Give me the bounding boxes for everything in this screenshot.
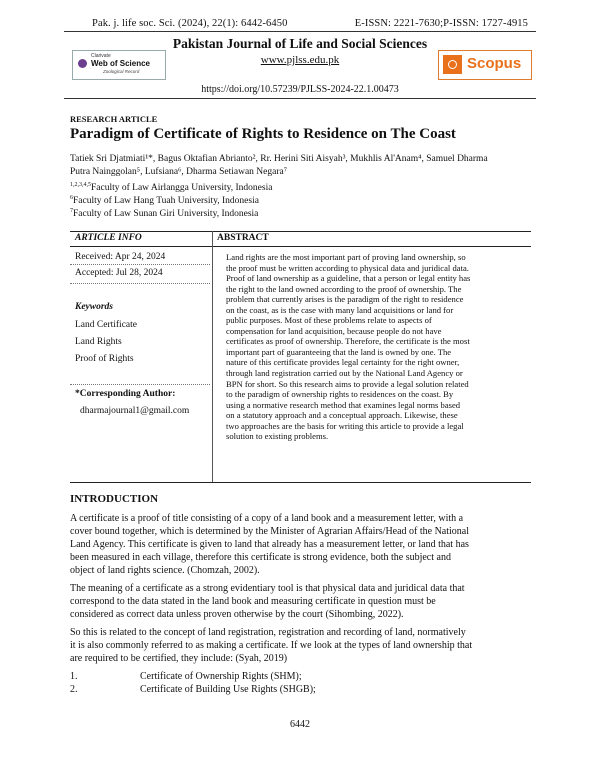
journal-name: Pakistan Journal of Life and Social Sciences [172,36,428,51]
abstract-line: Land rights are the most important part of proving land ownership, so [226,252,466,262]
corresponding-author-heading: *Corresponding Author: [75,389,176,399]
scopus-logo [438,50,532,80]
list-item-number: 2. [70,684,78,695]
header-divider-bottom [64,98,536,99]
introduction-heading: INTRODUCTION [70,493,159,505]
abstract-line: certificates as proof of ownership. Therefore, the certificate is the most [226,336,470,347]
author-line-1: Tatiek Sri Djatmiati¹*, Bagus Oktafian Abrianto², Rr. Herini Siti Aisyah³, Mukhlis Al'Anam⁴, Samuel Dharma [70,154,488,164]
journal-citation: Pak. j. life soc. Sci. (2024), 22(1): 6442-6450 [92,18,288,29]
keyword-item: Proof of Rights [75,354,134,364]
scopus-name: Scopus [467,55,522,72]
affiliation-1: $^{1,2,3,4,5}$Faculty of Law Airlangga University, Indonesia [70,182,273,194]
keyword-item: Land Rights [75,337,122,347]
abstract-line: through land registration carried out by the National Land Agency or [226,368,463,379]
table-rule-bottom [70,482,531,483]
abstract-line: the proof must be written according to physical data and juridical data. [226,262,469,273]
abstract-line: nature of this certificate provides legal certainty for the right owner, [226,357,460,368]
abstract-body [226,252,520,442]
author-line-2: Putra Nainggolan⁵, Lufsiana⁶, Dharma Setiawan Negara⁷ [70,167,288,177]
paragraph-line: object of land rights science. (Chomzah, 2002). [70,565,260,576]
abstract-line: two approaches are the basis for writing this article to provide a legal [226,420,464,431]
paragraph-line: The meaning of a certificate as a strong evidentiary tool is that physical data and juridical data that [70,583,465,594]
paragraph-line: A certificate is a proof of title consisting of a copy of a land book and a measurement letter, with a [70,513,464,524]
paragraph-line: are required to be certified, they include: (Syah, 2019) [70,653,288,664]
affiliation-2: $^6$Faculty of Law Hang Tuah University, Indonesia [70,195,259,207]
info-divider [70,264,210,265]
abstract-line: public purposes. Most of these problems relate to aspects of [226,315,432,326]
keyword-item: Land Certificate [75,320,137,330]
paragraph-line: cover bound together, which is determined by the Minister of Agrarian Affairs/Head of the National [70,526,470,537]
list-item-number: 1. [70,671,78,682]
abstract-line: the right to the land owned according to the proof of ownership. The [226,283,462,294]
paragraph-line: correspond to the data stated in the land book and measuring certificate in question must be [70,596,436,607]
paragraph-line: been measured in each village, therefore this certificate is strong evidence, both the subject and [70,552,451,563]
intro-paragraph-2 [70,582,532,621]
abstract-line: BPN for short. So this research aims to provide a legal solution related [226,378,469,389]
info-divider [70,384,210,385]
list-item: Certificate of Ownership Rights (SHM); [140,671,302,682]
abstract-line: important part of guaranteeing that the land is owned by one. The [226,346,452,357]
journal-url-link[interactable]: www.pjlss.edu.pk [260,54,340,66]
wos-sub: Zoological Record [103,69,140,74]
page-number: 6442 [290,719,310,730]
received-date: Received: Apr 24, 2024 [75,252,166,262]
web-of-science-logo [72,50,166,80]
abstract-line: solution to existing problems. [226,431,329,442]
journal-issn: E-ISSN: 2221-7630;P-ISSN: 1727-4915 [354,18,528,29]
abstract-heading: ABSTRACT [217,233,269,243]
affiliation-3: $^7$Faculty of Law Sunan Giri University, Indonesia [70,208,259,220]
wos-brand: Clarivate [91,53,111,59]
paragraph-line: it is also commonly referred to as making a certificate. If we look at the types of land ownership that [70,640,473,651]
paragraph-line: considered as correct data unless proven otherwise by the court (Sihombing, 2022). [70,609,404,620]
wos-name: Web of Science [91,59,150,68]
article-title: Paradigm of Certificate of Rights to Residence on The Coast [70,126,456,142]
info-divider [70,283,210,284]
article-info-heading: ARTICLE INFO [75,233,142,243]
clarivate-icon [78,59,87,68]
intro-paragraph-3 [70,626,532,665]
abstract-line: compensation for land acquisition, because people do not have [226,325,442,336]
intro-paragraph-1 [70,512,532,577]
doi-link[interactable]: https://doi.org/10.57239/PJLSS-2024-22.1.00473 [201,84,399,95]
abstract-line: using a normative research method that examines legal norms based [226,399,461,410]
paragraph-line: Land Agency. This certificate is given to land that already has a measurement letter, or land that has [70,539,469,550]
abstract-line: problem that currently arises is the paradigm of the right to residence [226,294,464,305]
scopus-icon [443,55,462,74]
abstract-line: Proof of land ownership as a guideline, that a person or legal entity has [226,273,471,284]
accepted-date: Accepted: Jul 28, 2024 [75,268,163,278]
table-column-divider [212,231,213,482]
abstract-line: to the paradigm of ownership rights to residences on the coast. By [226,389,454,400]
corresponding-email-link[interactable]: dharmajournal1@gmail.com [80,406,190,416]
keywords-heading: Keywords [75,302,113,312]
article-type: RESEARCH ARTICLE [70,114,158,124]
author-list [70,153,532,179]
table-rule-mid [70,246,531,247]
abstract-line: on the coast, as is the case with many land acquisitions or land for [226,304,454,315]
paragraph-line: So this is related to the concept of land registration, registration and recording of land, normatively [70,627,466,638]
abstract-line: on a statutory approach and a conceptual approach. Likewise, these [226,410,458,421]
list-item: Certificate of Building Use Rights (SHGB); [140,684,316,695]
table-rule-top [70,231,531,232]
journal-header-line [92,18,528,29]
header-divider-top [64,31,536,32]
